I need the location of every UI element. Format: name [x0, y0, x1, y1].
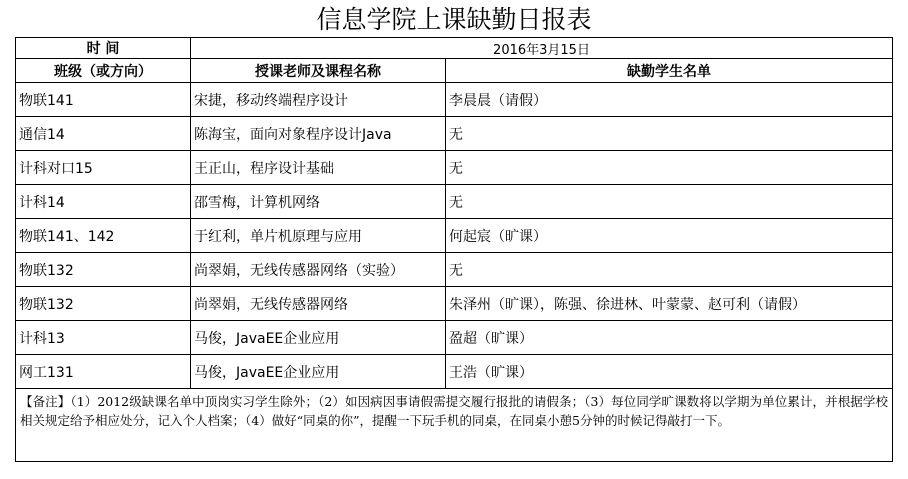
table-row	[16, 185, 893, 219]
teacher-course-cell: 尚翠娟，无线传感器网络	[191, 287, 446, 321]
report-title: 信息学院上课缺勤日报表	[316, 5, 592, 34]
date-row	[16, 38, 893, 59]
time-label: 时 间	[16, 38, 191, 59]
absent-cell: 无	[446, 253, 893, 287]
table-row	[16, 355, 893, 389]
table-row	[16, 321, 893, 355]
absent-cell: 无	[446, 185, 893, 219]
table-row	[16, 253, 893, 287]
class-cell: 计科对口15	[16, 151, 191, 185]
note-row	[16, 389, 893, 462]
attendance-table	[15, 37, 893, 462]
column-header-absent: 缺勤学生名单	[446, 59, 893, 83]
absent-cell: 无	[446, 117, 893, 151]
table-row	[16, 151, 893, 185]
table-row	[16, 287, 893, 321]
class-cell: 计科14	[16, 185, 191, 219]
absent-cell: 盈超（旷课）	[446, 321, 893, 355]
absent-cell: 李晨晨（请假）	[446, 83, 893, 117]
absent-cell: 无	[446, 151, 893, 185]
table-row	[16, 117, 893, 151]
teacher-course-cell: 马俊，JavaEE企业应用	[191, 355, 446, 389]
class-cell: 通信14	[16, 117, 191, 151]
teacher-course-cell: 宋捷，移动终端程序设计	[191, 83, 446, 117]
column-header-row	[16, 59, 893, 83]
report-date: 2016年3月15日	[191, 38, 893, 59]
absent-cell: 朱泽州（旷课），陈强、徐进林、叶蒙蒙、赵可利（请假）	[446, 287, 893, 321]
class-cell: 计科13	[16, 321, 191, 355]
teacher-course-cell: 马俊，JavaEE企业应用	[191, 321, 446, 355]
class-cell: 物联141、142	[16, 219, 191, 253]
class-cell: 物联132	[16, 253, 191, 287]
absent-cell: 王浩（旷课）	[446, 355, 893, 389]
teacher-course-cell: 王正山，程序设计基础	[191, 151, 446, 185]
class-cell: 网工131	[16, 355, 191, 389]
absent-cell: 何起宸（旷课）	[446, 219, 893, 253]
column-header-teacher-course: 授课老师及课程名称	[191, 59, 446, 83]
note-text: 【备注】（1）2012级缺课名单中顶岗实习学生除外；（2）如因病因事请假需提交履行报批的请假条；（3）每位同学旷课数将以学期为单位累计，并根据学校相关规定给予相应处分，记入个人档案；（4）做好“同桌的你”，提醒一下玩手机的同桌，在同桌小憩5分钟的时候记得敲打一下。	[16, 389, 893, 462]
teacher-course-cell: 陈海宝，面向对象程序设计Java	[191, 117, 446, 151]
teacher-course-cell: 尚翠娟，无线传感器网络（实验）	[191, 253, 446, 287]
teacher-course-cell: 于红利，单片机原理与应用	[191, 219, 446, 253]
table-row	[16, 83, 893, 117]
class-cell: 物联132	[16, 287, 191, 321]
class-cell: 物联141	[16, 83, 191, 117]
column-header-class: 班级（或方向）	[16, 59, 191, 83]
teacher-course-cell: 邵雪梅，计算机网络	[191, 185, 446, 219]
table-row	[16, 219, 893, 253]
